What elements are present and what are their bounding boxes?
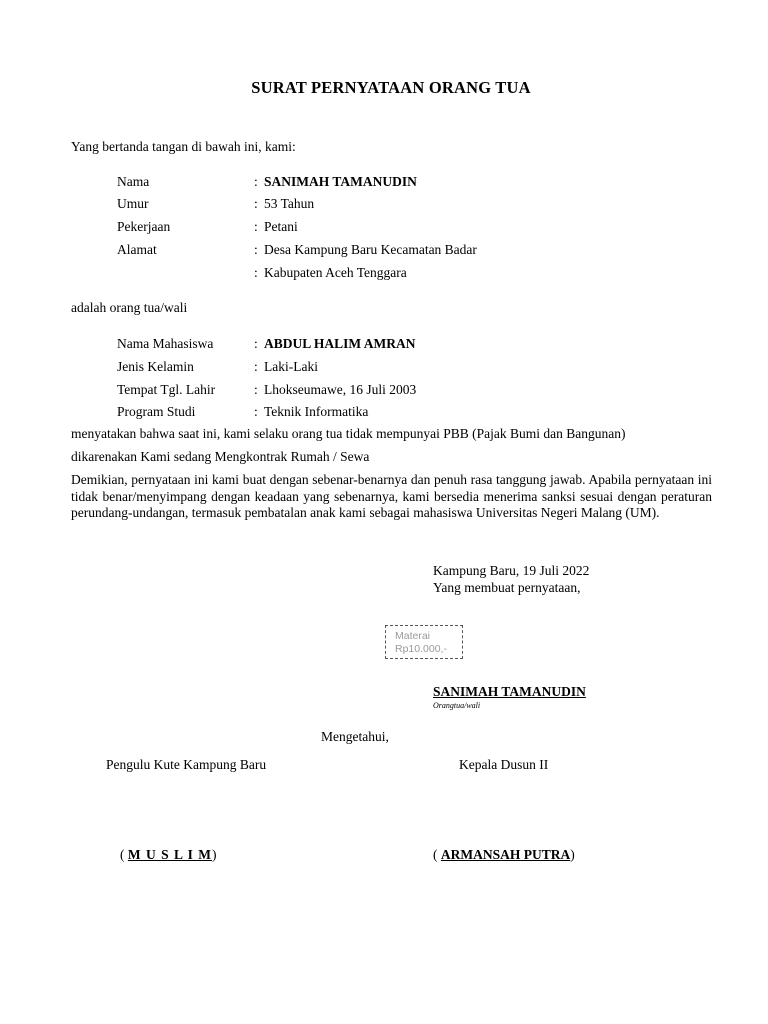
stamp-box (385, 625, 463, 659)
field-colon: : (254, 242, 258, 257)
relation-text: adalah orang tua/wali (71, 300, 188, 315)
field-colon: : (254, 404, 258, 419)
field-colon: : (254, 359, 258, 374)
field-colon: : (254, 174, 258, 189)
field-value: 53 Tahun (264, 196, 315, 211)
field-value: Kabupaten Aceh Tenggara (264, 265, 407, 280)
official-right-signature (433, 847, 575, 863)
official-right-title: Kepala Dusun II (459, 757, 549, 772)
stamp-line-1: Materai (395, 630, 431, 642)
field-value: Desa Kampung Baru Kecamatan Badar (264, 242, 477, 257)
field-label: Nama Mahasiswa (117, 336, 214, 351)
field-label: Tempat Tgl. Lahir (117, 382, 216, 397)
stamp-line-2: Rp10.000,- (395, 643, 447, 655)
statement-text: menyatakan bahwa saat ini, kami selaku orang tua tidak mempunyai PBB (Pajak Bumi dan Bangunan) (71, 426, 626, 441)
field-label: Umur (117, 196, 149, 211)
field-value: Lhokseumawe, 16 Juli 2003 (264, 382, 417, 397)
paren-close: ) (570, 847, 575, 862)
closing-paragraph: Demikian, pernyataan ini kami buat dengan sebenar-benarnya dan penuh rasa tanggung jawab. Apabila pernyataan ini tidak benar/menyimpang dengan keadaan yang sebenarnya, kami bersedia menerima sanksi sesuai dengan peraturan perundang-undangan, termasuk pembatalan anak kami sebagai mahasiswa Universitas Negeri Malang (UM). (71, 472, 712, 520)
paren-open: ( (433, 847, 441, 862)
official-right-name: ARMANSAH PUTRA (440, 847, 571, 862)
acknowledge-label: Mengetahui, (321, 729, 389, 744)
paren-open: ( (120, 847, 128, 862)
maker-label: Yang membuat pernyataan, (433, 580, 581, 595)
document-title: SURAT PERNYATAAN ORANG TUA (251, 78, 531, 97)
field-colon: : (254, 382, 258, 397)
official-left-name: M U S L I M (127, 847, 213, 862)
field-colon: : (254, 265, 258, 280)
field-label: Jenis Kelamin (117, 359, 194, 374)
field-value: Teknik Informatika (264, 404, 369, 419)
field-colon: : (254, 336, 258, 351)
field-label: Alamat (117, 242, 157, 257)
field-value: Laki-Laki (264, 359, 318, 374)
paren-close: ) (212, 847, 217, 862)
field-label: Pekerjaan (117, 219, 171, 234)
field-value: ABDUL HALIM AMRAN (264, 336, 416, 351)
field-value: Petani (264, 219, 298, 234)
place-date: Kampung Baru, 19 Juli 2022 (433, 563, 590, 578)
signer-role: Orangtua/wali (433, 701, 481, 710)
field-label: Program Studi (117, 404, 196, 419)
intro-text: Yang bertanda tangan di bawah ini, kami: (71, 139, 296, 154)
field-label: Nama (117, 174, 150, 189)
official-left-signature (120, 847, 217, 863)
field-colon: : (254, 219, 258, 234)
field-colon: : (254, 196, 258, 211)
signer-name: SANIMAH TAMANUDIN (433, 684, 586, 699)
official-left-title: Pengulu Kute Kampung Baru (106, 757, 267, 772)
reason-text: dikarenakan Kami sedang Mengkontrak Rumah / Sewa (71, 449, 370, 464)
field-value: SANIMAH TAMANUDIN (264, 174, 417, 189)
